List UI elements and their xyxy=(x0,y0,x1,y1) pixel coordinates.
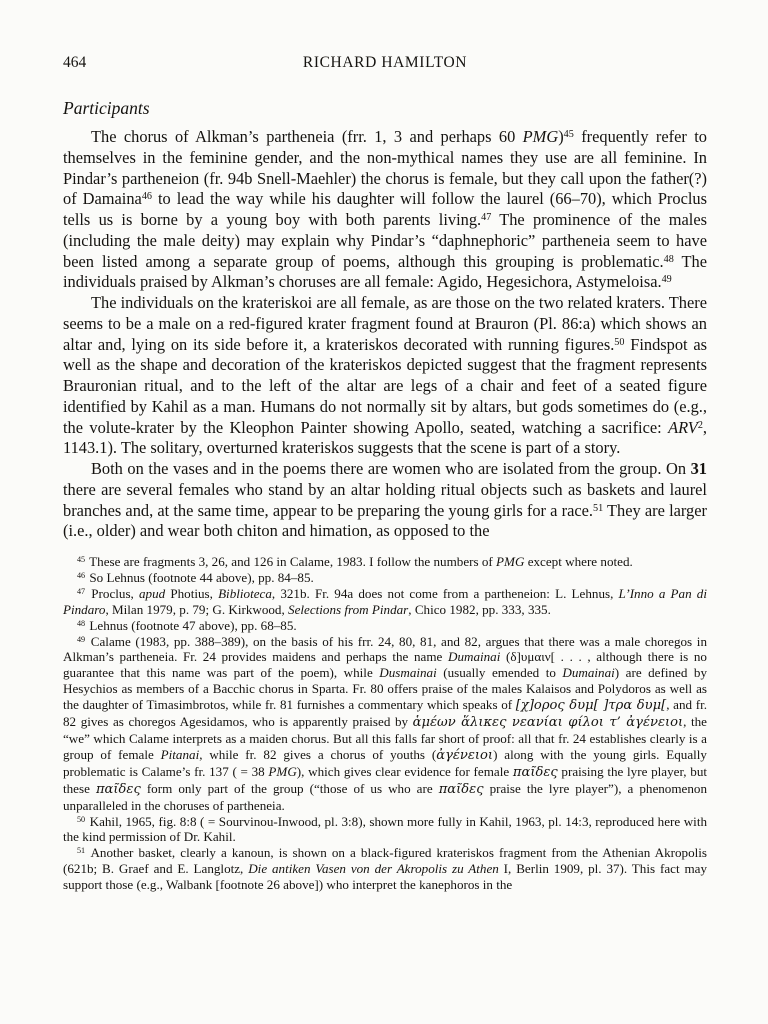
running-head: RICHARD HAMILTON xyxy=(302,54,468,71)
footnote-text: These are fragments 3, 26, and 126 in Calame, 1983. I follow the numbers of PMG except where noted. xyxy=(86,554,633,569)
article-body xyxy=(63,127,707,542)
paragraph-1: The chorus of Alkman’s partheneia (frr. 1, 3 and perhaps 60 PMG)$^{45}$ frequently refer to themselves in the feminine gender, and the non-mythical names they use are all feminine. In Pindar’s partheneion (fr. 94b Snell-Maehler) the chorus is female, but they call upon the father(?) of Damaina$^{46}$ to lead the way while his daughter will follow the laurel (66–70), which Proclus tells us is borne by a young boy with both parents living.$^{47}$ The prominence of the males (including the male deity) may explain why Pindar’s “daphnephoric” partheneia seem to have been listed among a separate group of poems, although this grouping is problematic.$^{48}$ The individuals praised by Alkman’s choruses are all female: Agido, Hegesichora, Astymeloisa.$^{49}$ xyxy=(63,127,707,292)
footnote-text: So Lehnus (footnote 44 above), pp. 84–85. xyxy=(86,569,314,585)
footnote-text: Proclus, apud Photius, Biblioteca, 321b. Fr. 94a does not come from a partheneion: L. Lehnus, L’Inno a Pan di Pindaro, Milan 1979, p. 79; G. Kirkwood, Selections from Pindar, Chico 1982, pp. 333, 335. xyxy=(63,585,707,617)
footnote-46 xyxy=(63,570,707,586)
footnote-number: 50 xyxy=(77,814,86,824)
page-header xyxy=(63,54,707,72)
footnote-number: 51 xyxy=(77,846,86,856)
footnote-47 xyxy=(63,586,707,618)
page-number: 464 xyxy=(63,54,87,71)
footnote-text: Lehnus (footnote 47 above), pp. 68–85. xyxy=(86,617,297,633)
footnote-51 xyxy=(63,845,707,893)
footnote-45 xyxy=(63,554,707,570)
section-heading: Participants xyxy=(63,98,150,118)
footnote-number: 45 xyxy=(77,555,86,565)
footnotes-section xyxy=(63,554,707,893)
footnote-49 xyxy=(63,634,707,814)
footnote-number: 48 xyxy=(77,618,86,628)
footnote-text: Kahil, 1965, fig. 8:8 ( = Sourvinou-Inwood, pl. 3:8), shown more fully in Kahil, 1963, pl. 14:3, reproduced here with the kind permission of Dr. Kahil. xyxy=(63,813,707,845)
footnote-number: 46 xyxy=(77,571,86,581)
footnote-48 xyxy=(63,618,707,634)
footnote-number: 47 xyxy=(77,586,86,596)
footnote-number: 49 xyxy=(77,634,86,644)
paragraph-2: The individuals on the krateriskoi are all female, as are those on the two related kraters. There seems to be a male on a red-figured krater fragment found at Brauron (Pl. 86:a) which shows an altar and, lying on its side before it, a krateriskos decorated with running figures.$^{50}$ Findspot as well as the shape and decoration of the krateriskos depicted suggest that the fragment represents Brauronian ritual, and to the left of the altar are legs of a chair and feet of a seated figure identified by Kahil as a man. Humans do not normally sit by altars, but gods sometimes do (e.g., the volute-krater by the Kleophon Painter showing Apollo, seated, watching a sacrifice: ARV$^2$, 1143.1). The solitary, overturned krateriskos suggests that the scene is part of a story. xyxy=(63,293,707,458)
paragraph-3: Both on the vases and in the poems there are women who are isolated from the group. On 31 there are several females who stand by an altar holding ritual objects such as baskets and laurel branches and, at the same time, appear to be preparing the young girls for a race.$^{51}$ They are larger (i.e., older) and wear both chiton and himation, as opposed to the xyxy=(63,459,707,541)
footnote-50 xyxy=(63,814,707,846)
footnote-text: Calame (1983, pp. 388–389), on the basis of his frr. 24, 80, 81, and 82, argues that there was a male choregos in Alkman’s partheneia. Fr. 24 provides maidens and perhaps the name Dumainai (δ]υμαιν[ . . . , although there is no guarantee that this name was part of the poem), while Dusmainai (usually emended to Dumainai) are defined by Hesychios as members of a Bacchic chorus in Sparta. Fr. 80 offers praise of the males Kalaisos and Polydoros as well as the daughter of Timasimbrotos, while fr. 81 furnishes a commentary which speaks of [χ]ορος δυμ[ ]τρα δυμ[, and fr. 82 gives as choregos Agesidamos, who is apparently praised by ἁμέων ἅλικες νεανίαι φίλοι τ’ ἀγένειοι, the “we” which Calame interprets as a maiden chorus. But all this falls far short of proof: all that fr. 24 establishes clearly is a group of female Pitanai, while fr. 82 gives a chorus of youths (ἀγένειοι) along with the young girls. Equally problematic is Calame’s fr. 137 ( = 38 PMG), which gives clear evidence for female παῖδες praising the lyre player, but these παῖδες form only part of the group (“those of us who are παῖδες praise the lyre player”), a phenomenon unparalleled in the choruses of partheneia. xyxy=(63,633,708,813)
footnote-text: Another basket, clearly a kanoun, is shown on a black-figured krateriskos fragment from the Athenian Akropolis (621b; B. Graef and E. Langlotz, Die antiken Vasen von der Akropolis zu Athen I, Berlin 1909, pl. 37). This fact may support those (e.g., Walbank [footnote 26 above]) who interpret the kanephoros in the xyxy=(63,845,707,893)
